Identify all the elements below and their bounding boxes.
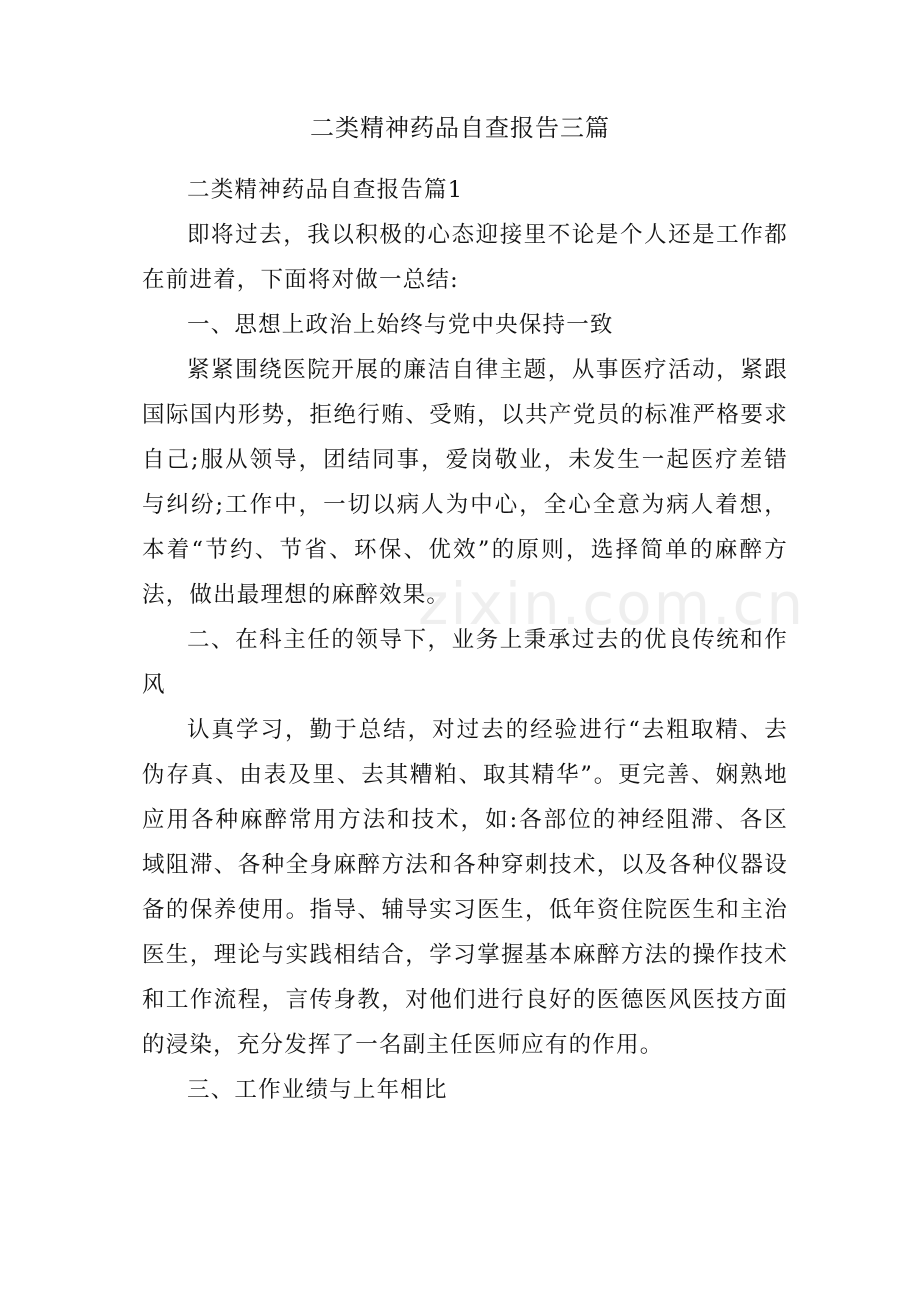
section-heading: 三、工作业绩与上年相比: [187, 1077, 448, 1103]
paragraph: 紧紧围绕医院开展的廉洁自律主题，从事医疗活动，紧跟国际国内形势，拒绝行贿、受贿，以共产党员的标准严格要求自己;服从领导，团结同事，爱岗敬业，未发生一起医疗差错与纠纷;工作中，一切以病人为中心，全心全意为病人着想，本着“节约、节省、环保、优效”的原则，选择简单的麻醉方法，做出最理想的麻醉效果。: [142, 357, 788, 608]
paragraph: 认真学习，勤于总结，对过去的经验进行“去粗取精、去伪存真、由表及里、去其糟粕、取其精华”。更完善、娴熟地应用各种麻醉常用方法和技术，如:各部位的神经阻滞、各区域阻滞、各种全身麻醉方法和各种穿刺技术，以及各种仪器设备的保养使用。指导、辅导实习医生，低年资住院医生和主治医生，理论与实践相结合，学习掌握基本麻醉方法的操作技术和工作流程，言传身教，对他们进行良好的医德医风医技方面的浸染，充分发挥了一名副主任医师应有的作用。: [142, 717, 788, 1058]
section-heading: 二、在科主任的领导下，业务上秉承过去的优良传统和作风: [142, 627, 788, 698]
watermark: zixin.com.cn: [418, 570, 806, 638]
section-heading: 二类精神药品自查报告篇1: [187, 177, 464, 203]
document-title: 二类精神药品自查报告三篇: [310, 114, 610, 142]
paragraph: 即将过去，我以积极的心态迎接里不论是个人还是工作都在前进着，下面将对做一总结:: [142, 222, 788, 293]
section-heading: 一、思想上政治上始终与党中央保持一致: [187, 312, 614, 338]
document-body: [142, 168, 788, 1113]
